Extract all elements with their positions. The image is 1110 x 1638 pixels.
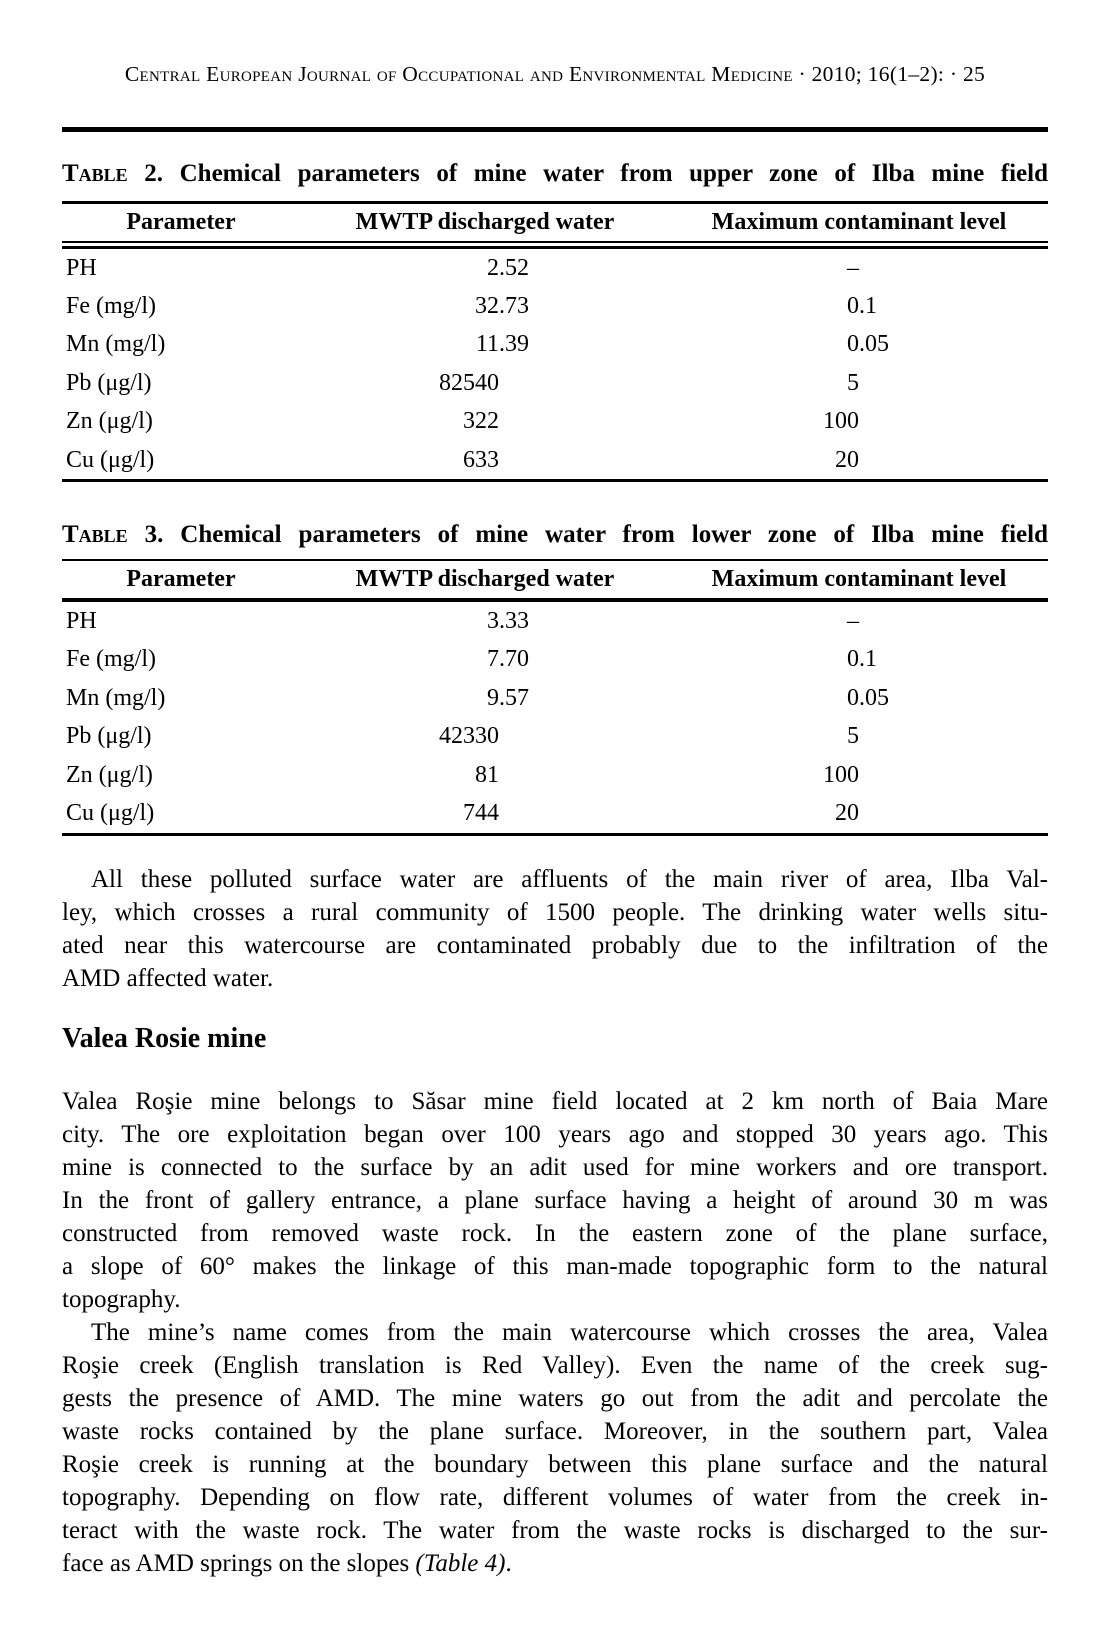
parameter-cell: PH: [66, 608, 97, 635]
table-2-caption: Chemical parameters of mine water from upper zone of Ilba mine field: [179, 160, 1048, 187]
parameter-cell: Zn (μg/l): [66, 408, 153, 435]
paragraph-ilba-valley: [62, 863, 1048, 995]
value-cell: 20: [835, 799, 859, 826]
value-cell: 100: [823, 761, 859, 788]
text-line: AMD affected water.: [62, 964, 274, 992]
value-cell: 81: [475, 761, 499, 788]
table-3-section: [62, 519, 1048, 835]
parameter-cell: Mn (mg/l): [66, 684, 166, 711]
value-cell: 2 .52: [487, 254, 529, 281]
text-line: teract with the waste rock. The water from the waste rocks is discharged to the sur-: [62, 1516, 1048, 1544]
parameter-cell: Mn (mg/l): [66, 331, 166, 358]
parameter-cell: Fe (mg/l): [66, 646, 156, 673]
value-cell: 744: [463, 799, 499, 826]
parameter-cell: Cu (μg/l): [66, 446, 155, 473]
value-cell: –: [847, 608, 859, 635]
text-line: ated near this watercourse are contaminated probably due to the infiltration of the: [62, 931, 1048, 959]
value-cell: 0 .05: [847, 684, 889, 711]
table-2-label: Table 2.: [62, 160, 164, 187]
column-header: Maximum contaminant level: [711, 209, 1007, 235]
parameter-cell: PH: [66, 254, 97, 281]
text-line: face as AMD springs on the slopes (Table 4).: [62, 1549, 512, 1577]
text-line: In the front of gallery entrance, a plane surface having a height of around 30 m was: [62, 1186, 1048, 1214]
paragraph-valea-rosie-2: [62, 1316, 1048, 1580]
text-line: Roşie creek is running at the boundary between this plane surface and the natural: [62, 1450, 1048, 1478]
text-line: constructed from removed waste rock. In the eastern zone of the plane surface,: [62, 1219, 1048, 1247]
column-header: Parameter: [126, 566, 236, 593]
table-3-caption: Chemical parameters of mine water from lower zone of Ilba mine field: [180, 521, 1048, 549]
value-cell: 82540: [439, 369, 499, 396]
text-line: Valea Roşie mine belongs to Săsar mine field located at 2 km north of Baia Mare: [62, 1087, 1048, 1115]
table-2-header-rule: [62, 241, 1048, 249]
table-3-body: [62, 602, 1048, 832]
value-cell: 322: [463, 408, 499, 435]
text-line: Roşie creek (English translation is Red Valley). Even the name of the creek sug-: [62, 1351, 1048, 1379]
paragraph-valea-rosie-1: [62, 1085, 1048, 1316]
table-2-bottom-rule: [62, 479, 1048, 482]
parameter-cell: Fe (mg/l): [66, 293, 156, 320]
value-cell: 0 .1: [847, 646, 877, 673]
table-3-label: Table 3.: [62, 521, 164, 549]
table-3-title: [62, 519, 1048, 550]
value-cell: 11 .39: [475, 331, 529, 358]
parameter-cell: Cu (μg/l): [66, 799, 155, 826]
value-cell: 9 .57: [487, 684, 529, 711]
value-cell: –: [847, 254, 859, 281]
text-line: waste rocks contained by the plane surface. Moreover, in the southern part, Valea: [62, 1417, 1048, 1445]
text-line: city. The ore exploitation began over 100 years ago and stopped 30 years ago. This: [62, 1120, 1048, 1148]
value-cell: 0 .05: [847, 331, 889, 358]
section-heading-valea-rosie-mine: Valea Rosie mine: [62, 1022, 267, 1054]
text-line: topography.: [62, 1285, 181, 1313]
value-cell: 100: [823, 408, 859, 435]
text-line: topography. Depending on flow rate, different volumes of water from the creek in-: [62, 1483, 1048, 1511]
journal-header-line: Central European Journal of Occupational and Environmental Medicine · 2010; 16(1–2): · 25: [124, 62, 986, 86]
value-cell: 7 .70: [487, 646, 529, 673]
text-line: mine is connected to the surface by an adit used for mine workers and ore transport.: [62, 1153, 1048, 1181]
header-rule: [62, 127, 1048, 132]
value-cell: 20: [835, 446, 859, 473]
text-line: gests the presence of AMD. The mine waters go out from the adit and percolate the: [62, 1384, 1048, 1412]
value-cell: 5: [847, 723, 859, 750]
value-cell: 32 .73: [475, 293, 529, 320]
table-3-bottom-rule: [62, 833, 1048, 836]
value-cell: 633: [463, 446, 499, 473]
value-cell: 3 .33: [487, 608, 529, 635]
column-header: Maximum contaminant level: [711, 566, 1007, 593]
table-2-section: [62, 158, 1048, 482]
value-cell: 42330: [439, 723, 499, 750]
text-line: a slope of 60° makes the linkage of this man-made topographic form to the natural: [62, 1252, 1048, 1280]
column-header: MWTP discharged water: [355, 566, 615, 593]
parameter-cell: Zn (μg/l): [66, 761, 153, 788]
table-2-body: [62, 249, 1048, 479]
text-line: The mine’s name comes from the main watercourse which crosses the area, Valea: [91, 1318, 1048, 1346]
text-line: All these polluted surface water are affluents of the main river of area, Ilba Val-: [91, 865, 1048, 893]
value-cell: 5: [847, 369, 859, 396]
column-header: MWTP discharged water: [355, 209, 615, 235]
parameter-cell: Pb (μg/l): [66, 369, 152, 396]
table-2-title: [62, 158, 1048, 189]
table-3-header-row: [62, 561, 1048, 598]
parameter-cell: Pb (μg/l): [66, 723, 152, 750]
value-cell: 0 .1: [847, 293, 877, 320]
text-line: ley, which crosses a rural community of 1500 people. The drinking water wells situ-: [62, 898, 1048, 926]
table-2-header-row: [62, 204, 1048, 241]
column-header: Parameter: [126, 209, 236, 235]
